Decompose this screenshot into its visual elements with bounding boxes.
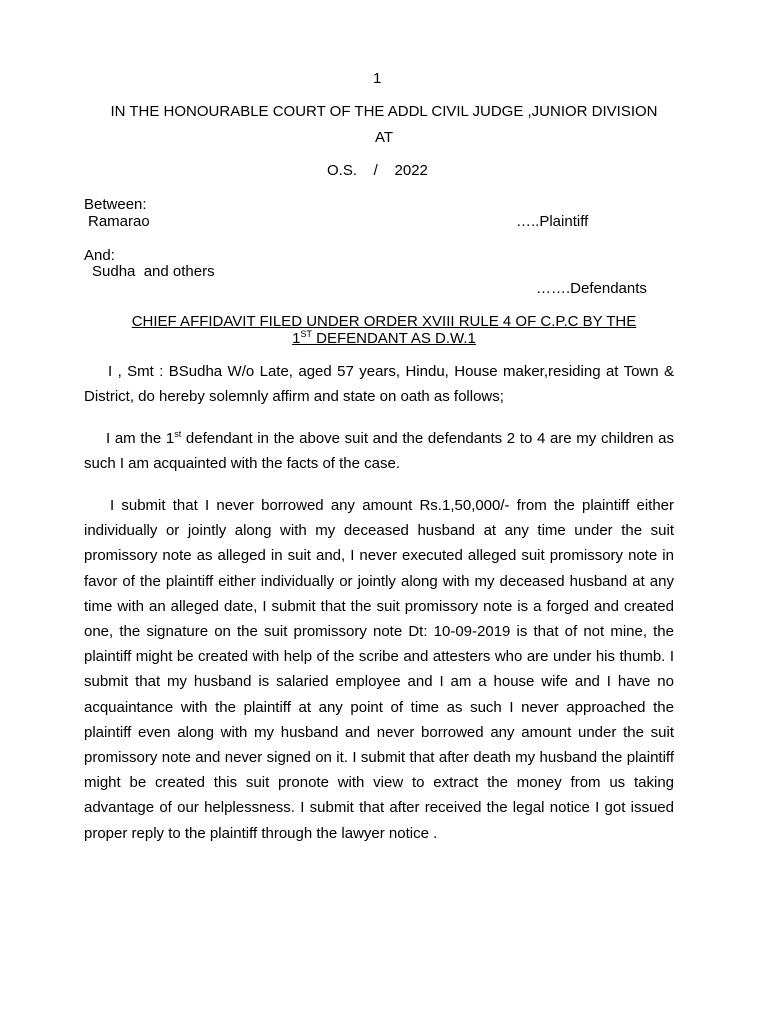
- paragraph-2-start: I am the 1: [106, 430, 175, 447]
- defendant-name: Sudha and others: [92, 263, 215, 280]
- court-title-line1: IN THE HONOURABLE COURT OF THE ADDL CIVIL JUDGE ,JUNIOR DIVISION: [110, 103, 658, 120]
- page-number: 1: [373, 70, 382, 87]
- paragraph-2-rest: defendant in the above suit and the defendants 2 to 4 are my children as such I am acquainted with the facts of the case.: [84, 430, 674, 473]
- plaintiff-name: Ramarao: [88, 213, 150, 230]
- plaintiff-role: …..Plaintiff: [516, 213, 589, 230]
- heading-line2-text: DEFENDANT AS D.W.1: [311, 330, 476, 347]
- heading-ordinal-number: 1: [292, 330, 301, 347]
- affidavit-heading-line1: CHIEF AFFIDAVIT FILED UNDER ORDER XVIII RULE 4 OF C.P.C BY THE: [131, 313, 637, 330]
- affidavit-heading-line2: [0, 330, 768, 347]
- between-label: Between:: [84, 196, 147, 213]
- paragraph-3: I submit that I never borrowed any amount Rs.1,50,000/- from the plaintiff either individually or jointly along with my deceased husband at any time under the suit promissory note as alleged in suit and, I never executed alleged suit promissory note in favor of the plaintiff either individually or jointly along with my deceased husband at any time with an alleged date, I submit that the suit promissory note is a forged and created one, the signature on the suit promissory note Dt: 10-09-2019 is that of not mine, the plaintiff might be created with help of the scribe and attesters who are under his thumb. I submit that my husband is salaried employee and I am a house wife and I have no acquaintance with the plaintiff at any point of time as such I never approached the plaintiff even along with my husband and never borrowed any amount under the suit promissory note and never signed on it. I submit that after death my husband the plaintiff might be created this suit pronote with view to extract the money from us taking advantage of our helplessness. I submit that after received the legal notice I got issued proper reply to the plaintiff through the lawyer notice .: [84, 497, 674, 842]
- and-label: And:: [84, 247, 115, 264]
- paragraph-2-ordinal-suffix: st: [174, 429, 182, 439]
- paragraph-1: I , Smt : BSudha W/o Late, aged 57 years, Hindu, House maker,residing at Town & District, do hereby solemnly affirm and state on oath as follows;: [84, 363, 674, 406]
- court-title-line2: AT: [374, 129, 394, 146]
- heading-ordinal-suffix: ST: [300, 329, 312, 339]
- case-number: O.S. / 2022: [327, 162, 428, 179]
- paragraph-2: [84, 426, 674, 476]
- defendant-role: …….Defendants: [536, 280, 647, 297]
